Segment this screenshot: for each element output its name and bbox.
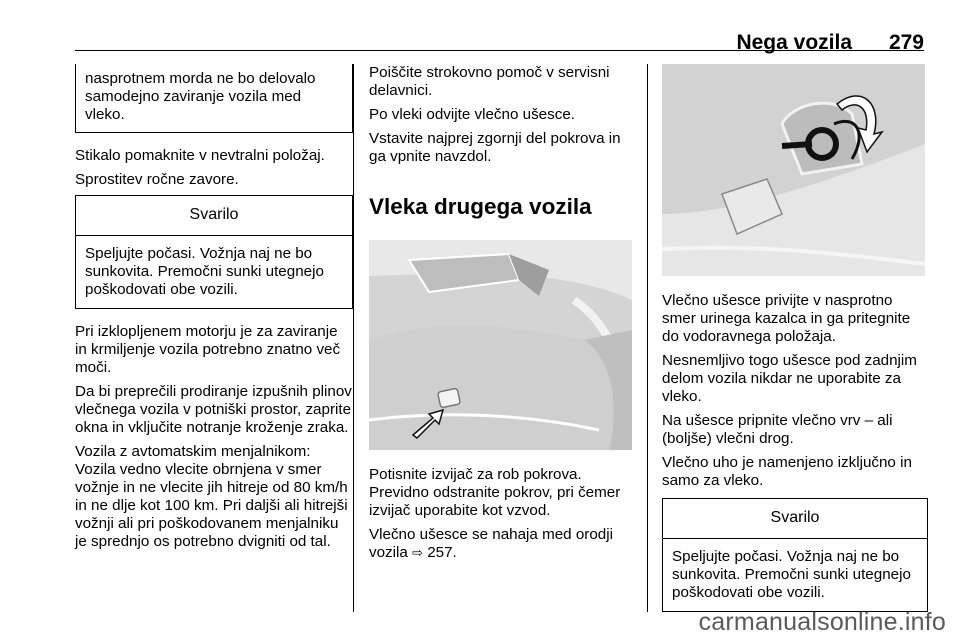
- paragraph: Vstavite najprej zgornji del pokrova in ga vpnite navzdol.: [369, 130, 621, 165]
- section-heading: Vleka drugega vozila: [369, 194, 592, 219]
- paragraph: Po vleki odvijte vlečno ušesce.: [369, 106, 575, 123]
- warning-text: Speljujte počasi. Vožnja naj ne bo sunkovita. Premočni sunki utegnejo poškodovati obe vozili.: [85, 245, 324, 298]
- section-title: Nega vozila: [736, 31, 852, 54]
- warning-box: [75, 195, 353, 309]
- paragraph: [369, 526, 635, 562]
- paragraph: Vozila z avtomatskim menjalnikom: Vozila vedno vlecite obrnjena v smer vožnje in ne vlecite jih hitreje od 80 km/h in ne dlje kot 100 km. Pri daljši ali hitrejši vožnji ali pri poškodovanem menjalniku je sprednjo os potrebno dvigniti od tal.: [75, 443, 348, 550]
- paragraph: Poiščite strokovno pomoč v servisni delavnici.: [369, 64, 610, 99]
- watermark: carmanualsonline.info: [698, 608, 946, 636]
- header-rule: [75, 50, 924, 51]
- page-header: [0, 0, 960, 56]
- note-box: [75, 64, 353, 133]
- paragraph: Sprostitev ročne zavore.: [75, 171, 239, 188]
- page-number: 279: [888, 31, 924, 54]
- column-3: [662, 64, 928, 612]
- paragraph: Nesnemljivo togo ušesce pod zadnjim delom vozila nikdar ne uporabite za vleko.: [662, 352, 917, 405]
- xref-arrow-icon: ⇨: [412, 545, 423, 560]
- paragraph: Na ušesce pripnite vlečno vrv – ali (boljše) vlečni drog.: [662, 412, 893, 447]
- paragraph: Stikalo pomaknite v nevtralni položaj.: [75, 147, 325, 164]
- warning-box: [662, 498, 928, 612]
- car-rear-illustration: [369, 240, 632, 450]
- tow-eye-figure: [662, 64, 925, 276]
- paragraph-text: Vlečno ušesce se nahaja med orodji vozila: [369, 526, 613, 561]
- warning-title: Svarilo: [76, 196, 352, 236]
- paragraph: Vlečno ušesce privijte v nasprotno smer urinega kazalca in ga pritegnite do vodoravnega položaja.: [662, 292, 911, 345]
- page-reference[interactable]: 257.: [427, 544, 457, 561]
- column-divider: [647, 64, 648, 612]
- paragraph: Potisnite izvijač za rob pokrova. Previdno odstranite pokrov, pri čemer izvijač uporabite kot vzvod.: [369, 466, 621, 519]
- warning-text: Speljujte počasi. Vožnja naj ne bo sunkovita. Premočni sunki utegnejo poškodovati obe vozili.: [672, 548, 911, 601]
- note-text: nasprotnem morda ne bo delovalo samodejno zaviranje vozila med vleko.: [85, 70, 316, 123]
- column-2: [369, 64, 635, 568]
- column-divider: [353, 64, 354, 612]
- tow-eye-illustration: [662, 64, 925, 276]
- paragraph: Vlečno uho je namenjeno izključno in samo za vleko.: [662, 454, 912, 489]
- paragraph: Da bi preprečili prodiranje izpušnih plinov vlečnega vozila v potniški prostor, zaprite okna in vključite notranje kroženje zraka.: [75, 383, 352, 436]
- car-rear-figure: [369, 240, 632, 450]
- column-1: [75, 64, 353, 557]
- warning-title: Svarilo: [663, 499, 927, 539]
- paragraph: Pri izklopljenem motorju je za zaviranje in krmiljenje vozila potrebno znatno več moči.: [75, 323, 341, 376]
